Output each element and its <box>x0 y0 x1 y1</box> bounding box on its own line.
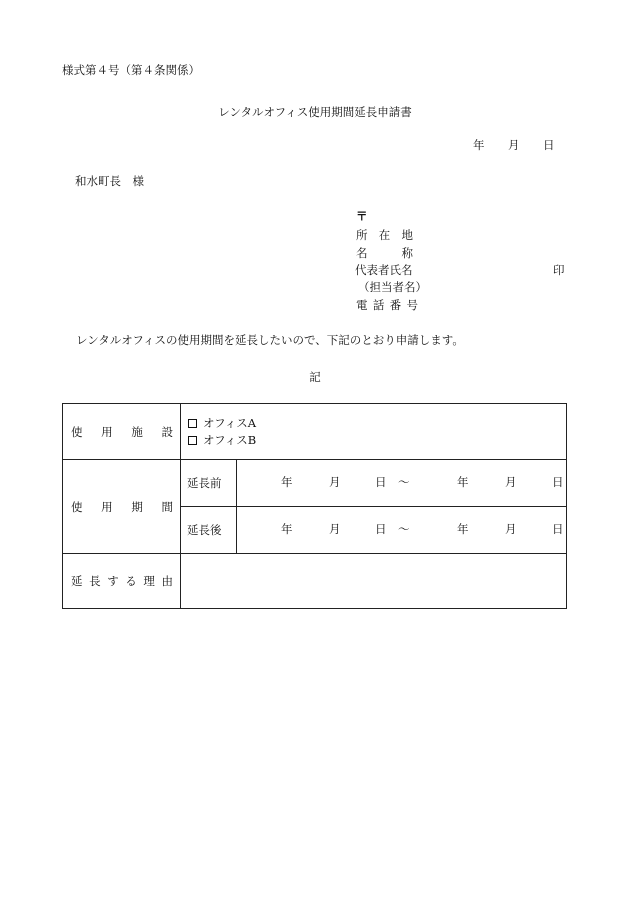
facility-label: 使 用 施 設 <box>71 424 173 439</box>
facility-option-a-label: オフィスA <box>203 416 257 430</box>
before-date-range[interactable]: 年 月 日 ～ 年 月 日 <box>237 460 567 507</box>
representative-label: 代表者氏名 <box>355 263 413 277</box>
before-label: 延長前 <box>187 476 222 490</box>
addressee: 和水町長 様 <box>75 174 144 188</box>
after-date-range[interactable]: 年 月 日 ～ 年 月 日 <box>237 507 567 554</box>
name-label: 名 称 <box>356 246 413 260</box>
postal-mark: 〒 <box>356 209 368 223</box>
facility-option-b-label: オフィスB <box>203 433 257 447</box>
date-day-unit: 日 <box>543 138 555 152</box>
checkbox-a[interactable] <box>188 419 197 428</box>
form-number: 様式第４号（第４条関係） <box>62 63 200 77</box>
facility-option-a[interactable] <box>181 415 566 432</box>
facility-label-cell <box>63 404 181 460</box>
reason-label: 延 長 す る 理 由 <box>71 574 173 588</box>
body-text: レンタルオフィスの使用期間を延長したいので、下記のとおり申請します。 <box>76 333 464 347</box>
application-table <box>62 403 567 609</box>
facility-option-b[interactable] <box>181 432 566 449</box>
date-year-unit: 年 <box>473 138 485 152</box>
address-label: 所 在 地 <box>356 228 413 242</box>
facility-options-cell <box>181 404 567 460</box>
phone-label: 電 話 番 号 <box>356 298 418 312</box>
before-label-cell <box>181 460 237 507</box>
period-row-before <box>63 460 567 507</box>
document-title: レンタルオフィス使用期間延長申請書 <box>218 105 412 119</box>
contact-person-label: （担当者名） <box>358 280 427 294</box>
seal-mark: 印 <box>553 263 565 277</box>
reason-row <box>63 554 567 609</box>
period-label: 使 用 期 間 <box>71 499 173 514</box>
date-month-unit: 月 <box>508 138 520 152</box>
after-label-cell <box>181 507 237 554</box>
ki-heading: 記 <box>309 370 321 384</box>
reason-field[interactable] <box>181 554 567 609</box>
reason-label-cell <box>63 554 181 609</box>
checkbox-b[interactable] <box>188 436 197 445</box>
facility-row <box>63 404 567 460</box>
after-label: 延長後 <box>187 523 222 537</box>
period-label-cell <box>63 460 181 554</box>
